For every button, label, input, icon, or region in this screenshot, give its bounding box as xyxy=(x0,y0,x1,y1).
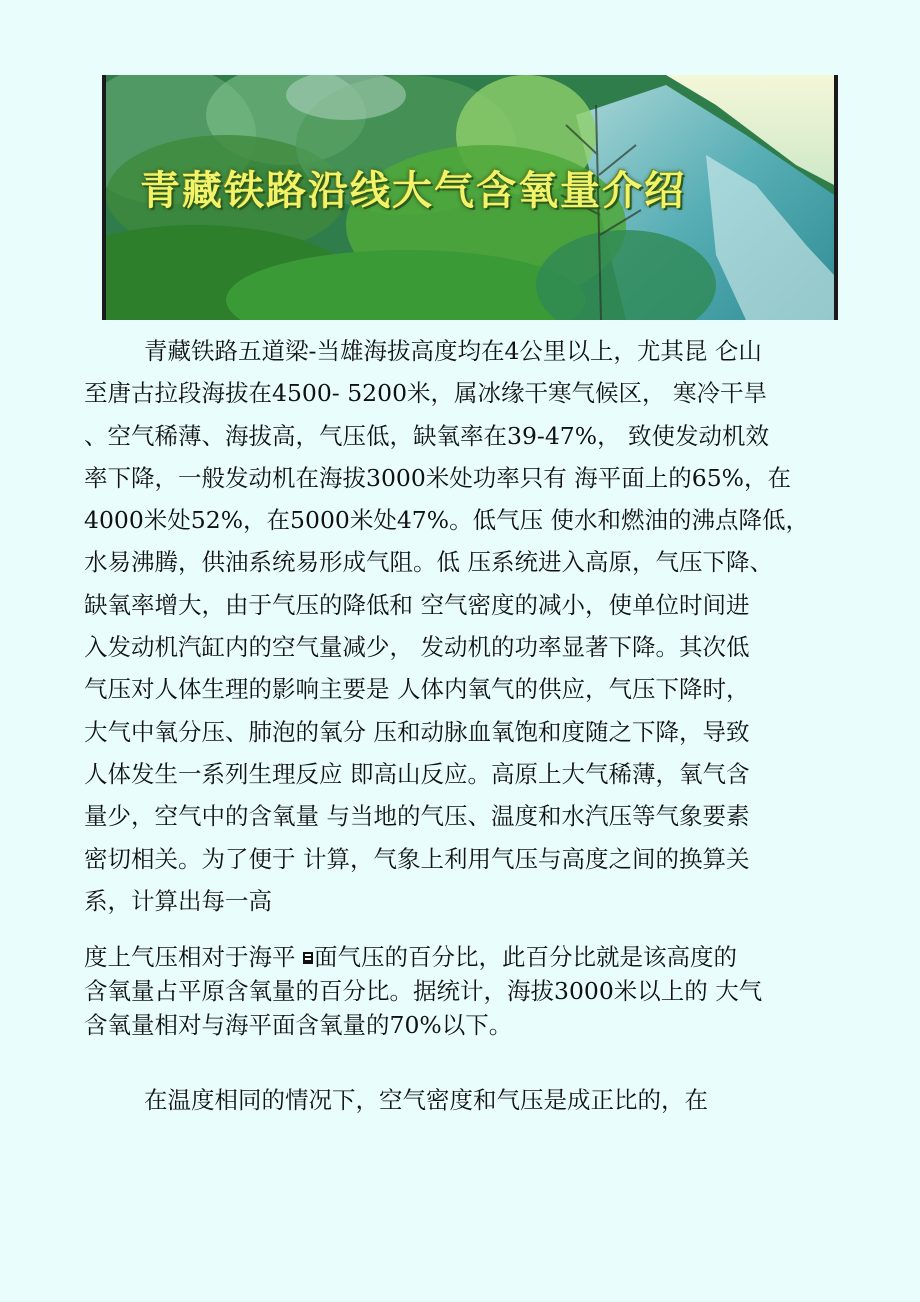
paragraph-air-density xyxy=(84,1083,854,1117)
text-line: 缺氧率增大，由于气压的降低和 空气密度的减小，使单位时间进 xyxy=(84,590,750,619)
text-line-content: 在温度相同的情况下，空气密度和气压是成正比的，在 xyxy=(144,1086,708,1114)
text-line xyxy=(84,330,854,372)
text-line: 4000米处52%，在5000米处47%。低气压 使水和燃油的沸点降低， xyxy=(84,506,810,535)
text-line xyxy=(84,940,854,974)
text-line xyxy=(84,1083,854,1117)
banner-title: 青藏铁路沿线大气含氧量介绍 xyxy=(140,167,686,214)
text-line: 、空气稀薄、海拔高，气压低，缺氧率在39-47%， 致使发动机效 xyxy=(84,421,770,450)
text-line: 密切相关。为了便于 计算，气象上利用气压与高度之间的换算关 xyxy=(84,844,750,873)
text-line: 系，计算出每一高 xyxy=(84,886,272,915)
text-line: 至唐古拉段海拔在4500- 5200米，属冰缘干寒气候区， 寒冷干旱 xyxy=(84,379,767,408)
text-line: 含氧量相对与海平面含氧量的70%以下。 xyxy=(84,1011,513,1039)
text-segment: 度上气压相对于海平 xyxy=(84,943,303,971)
text-line: 量少，空气中的含氧量 与当地的气压、温度和水汽压等气象要素 xyxy=(84,802,750,831)
text-line: 人体发生一系列生理反应 即高山反应。高原上大气稀薄，氧气含 xyxy=(84,759,750,788)
banner-image xyxy=(102,75,838,320)
text-line: 入发动机汽缸内的空气量减少， 发动机的功率显著下降。其次低 xyxy=(84,633,750,662)
text-line-content: 青藏铁路五道梁-当雄海拔高度均在4公里以上，尤其昆 仑山 xyxy=(144,337,762,365)
paragraph-altitude-effects xyxy=(84,330,854,922)
text-line: 水易沸腾，供油系统易形成气阻。低 压系统进入高原，气压下降、 xyxy=(84,548,773,577)
text-line: 大气中氧分压、肺泡的氧分 压和动脉血氧饱和度随之下降，导致 xyxy=(84,717,750,746)
paragraph-oxygen-percentage xyxy=(84,940,854,1042)
text-line: 气压对人体生理的影响主要是 人体内氧气的供应，气压下降时， xyxy=(84,675,750,704)
embedded-glyph-icon xyxy=(303,952,313,964)
text-line: 率下降，一般发动机在海拔3000米处功率只有 海平面上的65%，在 xyxy=(84,463,792,492)
text-line: 含氧量占平原含氧量的百分比。据统计，海拔3000米以上的 大气 xyxy=(84,977,763,1005)
text-segment: 面气压的百分比，此百分比就是该高度的 xyxy=(313,943,737,971)
